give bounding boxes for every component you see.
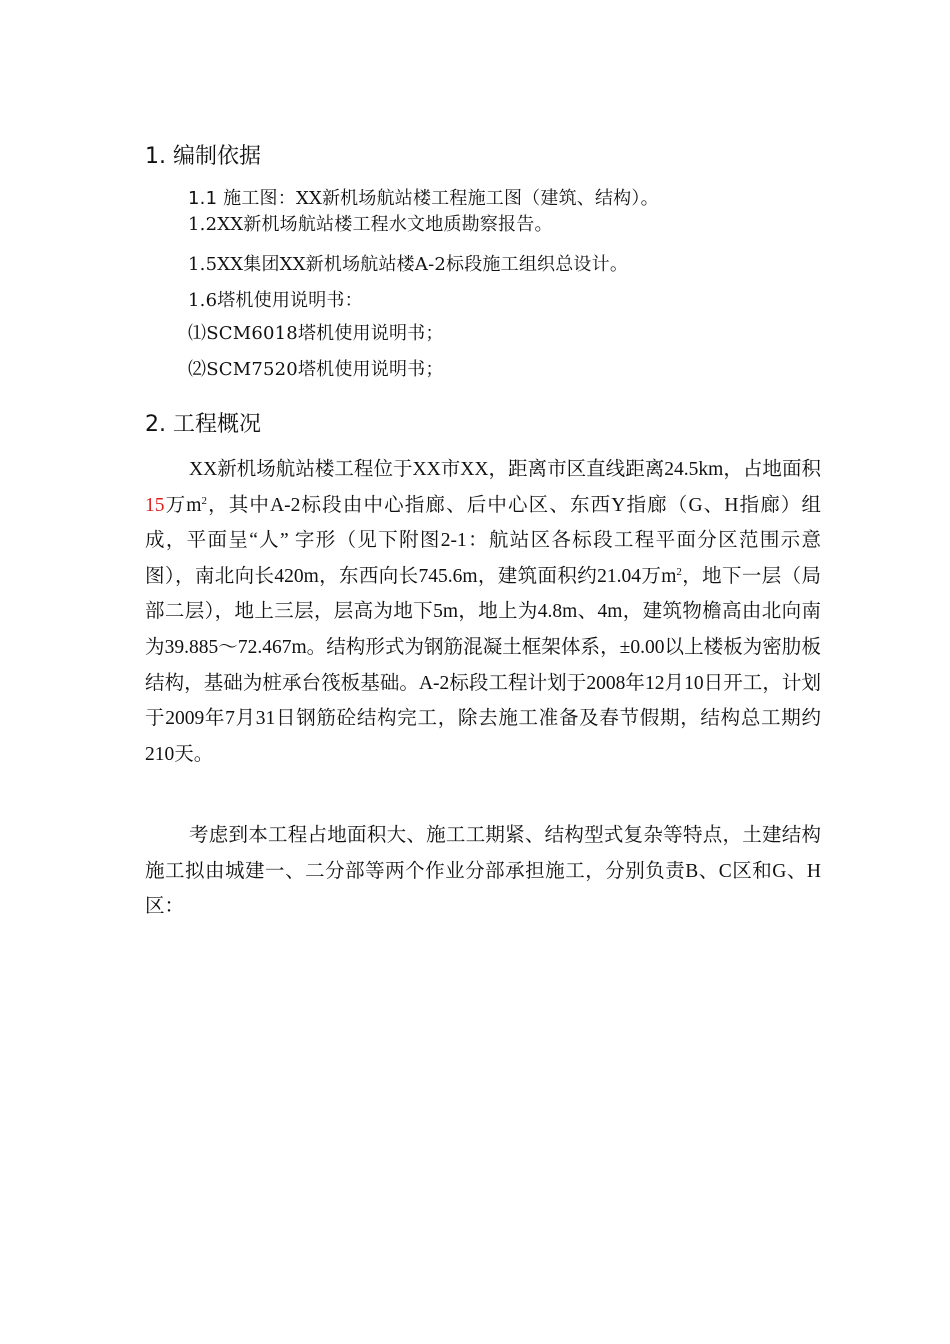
overview-text-b: 万m: [164, 494, 202, 516]
reference-item-organization-design: 1.5XX集团XX新机场航站楼A-2标段施工组织总设计。: [188, 254, 629, 275]
division-paragraph: 考虑到本工程占地面积大、施工工期紧、结构型式复杂等特点，土建结构施工拟由城建一、二分部等两个作业分部承担施工，分别负责B、C区和G、H区：: [145, 825, 821, 918]
superscript-2: 2: [201, 494, 207, 507]
reference-lead: 1.1 施工图：: [188, 188, 296, 209]
section-heading-basis: 1. 编制依据: [145, 144, 261, 169]
overview-text-a: XX新机场航站楼工程位于XX市XX，距离市区直线距离24.5km，占地面积: [189, 459, 821, 480]
reference-item-geology: 1.2XX新机场航站楼工程水文地质勘察报告。: [188, 214, 553, 235]
section-heading-overview: 2. 工程概况: [145, 412, 261, 437]
reference-item-crane-manuals: 1.6塔机使用说明书：: [188, 290, 363, 311]
reference-item-scm7520: ⑵SCM7520塔机使用说明书；: [188, 359, 444, 380]
overview-paragraph: [145, 452, 821, 772]
highlighted-area-value: 15: [145, 494, 165, 516]
overview-text-d: ，地下一层（局部二层），地上三层，层高为地下5m，地上为4.8m、4m，建筑物檐高由北向南为39.885～72.467m。结构形式为钢筋混凝土框架体系，±0.00以上楼板为密肋板结构，基础为桩承台筏板基础。A-2标段工程计划于2008年12月10日开工，计划于2009年7月31日钢筋砼结构完工，除去施工准备及春节假期，结构总工期约210天。: [145, 565, 821, 765]
reference-text: XX新机场航站楼工程施工图（建筑、结构）。: [295, 188, 659, 209]
reference-item-drawings: [188, 186, 659, 212]
overview-text-c: ，其中A-2标段由中心指廊、后中心区、东西Y指廊（G、H指廊）组成，平面呈“人” 字形（见下附图2-1：航站区各标段工程平面分区范围示意图），南北向长420m，东西向长745.6m，建筑面积约21.04万m: [145, 494, 821, 587]
reference-item-scm6018: ⑴SCM6018塔机使用说明书；: [188, 323, 444, 344]
superscript-2: 2: [676, 565, 682, 578]
